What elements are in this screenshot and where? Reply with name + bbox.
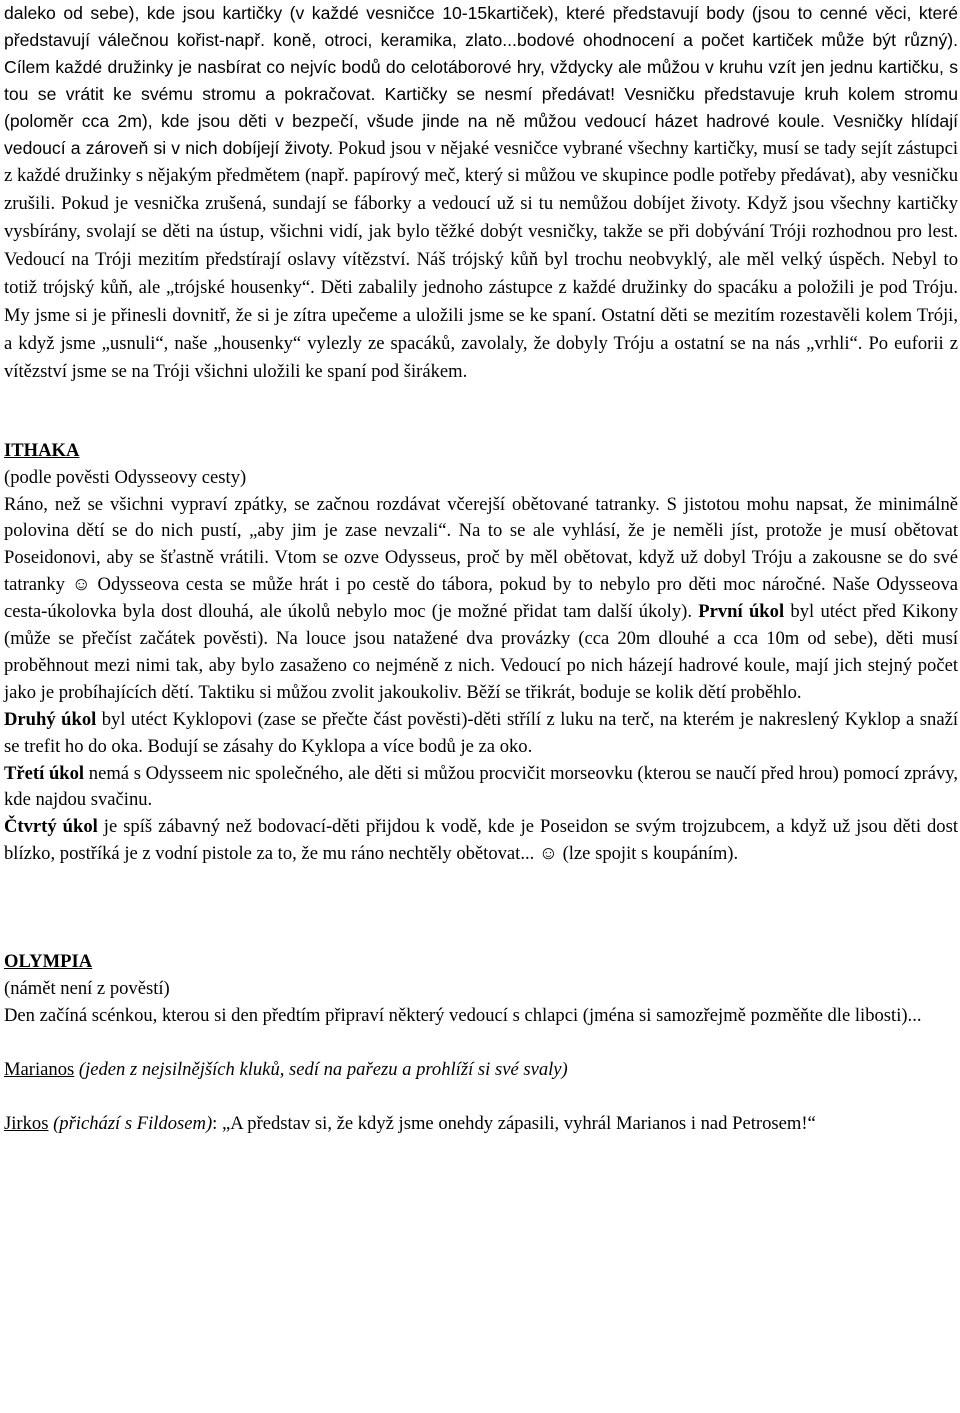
ithaka-intro-text: Ráno, než se všichni vypraví zpátky, se začnou rozdávat včerejší obětované tatranky. S jistotou mohu napsat, že minimálně polovina dětí se do nich pustí, „aby jim je zase nevzali“. Na to se ale vyhlásí, že je neměli jíst, protože je musí obětovat Poseidonovi, aby se šťastně vrátili. Vtom se ozve Odysseus, proč by měl obětovat, když už dobyl Tróju a zakousne se do své tatranky ☺ Odysseova cesta se může hrát i po cestě do tábora, pokud by to nebylo pro děti moc náročné. Naše Odysseova cesta-úkolovka byla dost dlouhá, ale úkolů nebylo moc (je možné přidat tam další úkoly). bbox=[4, 493, 958, 623]
olympia-heading: OLYMPIA bbox=[4, 951, 93, 973]
troy-text-part-2: Pokud jsou v nějaké vesničce vybrané všechny kartičky, musí se tady sejít zástupci z každé družinky s nějakým předmětem (např. papírový meč, který si můžou ve skupince podle potřeby předávat), aby vesničku zrušili. Pokud je vesnička zrušená, sundají se fáborky a vedoucí už si tu nemůžou dobíjet životy. Když jsou všechny kartičky vysbírány, svolají se děti na ústup, všichni vidí, jak bylo těžké dobýt vesničky, takže se při dobývání Tróji rozhodnou pro lest. Vedoucí na Tróji mezitím předstírají oslavy vítězství. Náš trójský kůň byl trochu neobvyklý, ale měl velký úspěch. Nebyl to totiž trójský kůň, ale „trójské housenky“. Děti zabalily jednoho zástupce z každé družinky do spacáku a položili je pod Tróju. My jsme si je přinesli dovnitř, že si je zítra upečeme a uložili jsme se ke spaní. Ostatní děti se mezitím rozestavěli kolem Tróji, a když jsme „usnuli“, naše „housenky“ vylezly ze spacáků, zavolaly, že dobyly Tróju a ostatní se na nás „vrhli“. Po euforii z vítězství jsme se na Tróji všichni uložili ke spaní pod širákem. bbox=[4, 137, 959, 382]
speech-jirkos: : „A představ si, že když jsme onehdy zápasili, vyhrál Marianos i nad Petrosem!“ bbox=[212, 1112, 816, 1134]
task4-text: je spíš zábavný než bodovací-děti přijdou k vodě, kde je Poseidon se svým trojzubcem, a když už jsou děti dost blízko, postříká je z vodní pistole za to, že mu ráno nechtěly obětovat... ☺ (lze spojit s koupáním). bbox=[4, 816, 958, 865]
stage-direction-marianos: (jeden z nejsilnějších kluků, sedí na pařezu a prohlíží si své svaly) bbox=[74, 1058, 568, 1080]
task1-text: byl utéct před Kikony (může se přečíst začátek pověsti). Na louce jsou natažené dva provázky (cca 20m dlouhé a cca 10m od sebe), děti musí proběhnout mezi nimi tak, aby bylo zasaženo co nejméně z nich. Vedoucí po nich házejí hadrové koule, mají jich stejný počet jako je probíhajících dětí. Taktiku si můžou zvolit jakoukoliv. Běží se třikrát, boduje se kolik dětí proběhlo. bbox=[4, 601, 958, 703]
task1-label: První úkol bbox=[698, 601, 785, 623]
olympia-paragraph: Den začíná scénkou, kterou si den předtím připraví některý vedoucí s chlapci (jména si samozřejmě pozměňte dle libosti)... bbox=[4, 1005, 922, 1026]
task2-label: Druhý úkol bbox=[4, 708, 97, 730]
ithaka-paragraph bbox=[4, 492, 958, 707]
ithaka-heading: ITHAKA bbox=[4, 439, 80, 461]
ithaka-subtitle: (podle pověsti Odysseovy cesty) bbox=[4, 466, 247, 488]
task4-label: Čtvrtý úkol bbox=[4, 816, 98, 838]
task3-text: nemá s Odysseem nic společného, ale děti si můžou procvičit morseovku (kterou se naučí před hrou) pomocí zprávy, kde najdou svačinu. bbox=[4, 762, 959, 811]
troy-text-part-1: daleko od sebe), kde jsou kartičky (v každé vesničce 10-15kartiček), které představují body (jsou to cenné věci, které představují válečnou kořist-např. koně, otroci, keramika, zlato...bodové ohodnocení a počet kartiček může být různý). Cílem každé družinky je nasbírat co nejvíc bodů do celotáborové hry, vždycky ale můžou v kruhu vzít jen jednu kartičku, s tou se vrátit ke svému stromu a pokračovat. Kartičky se nesmí předávat! Vesničku představuje kruh kolem stromu (poloměr cca 2m), kde jsou děti v bezpečí, všude jinde na ně můžou vedoucí házet hadrové koule. Vesničky hlídají vedoucí a zároveň si v nich dobíjejí životy. bbox=[4, 3, 958, 158]
stage-direction-jirkos: (přichází s Fildosem) bbox=[48, 1112, 213, 1134]
speaker-marianos: Marianos bbox=[4, 1058, 75, 1080]
task2-paragraph bbox=[4, 707, 958, 761]
dialogue-line-marianos bbox=[4, 1057, 958, 1084]
olympia-subtitle: (námět není z pověstí) bbox=[4, 978, 170, 1000]
task3-paragraph bbox=[4, 761, 958, 815]
document-page bbox=[4, 0, 958, 1138]
task3-label: Třetí úkol bbox=[4, 762, 85, 784]
task4-paragraph bbox=[4, 814, 958, 868]
troy-paragraph bbox=[4, 0, 958, 386]
speaker-jirkos: Jirkos bbox=[4, 1112, 49, 1134]
dialogue-line-jirkos bbox=[4, 1111, 958, 1138]
task2-text: byl utéct Kyklopovi (zase se přečte část pověsti)-děti střílí z luku na terč, na kterém je nakreslený Kyklop a snaží se trefit ho do oka. Bodují se zásahy do Kyklopa a více bodů je za oko. bbox=[4, 708, 958, 757]
